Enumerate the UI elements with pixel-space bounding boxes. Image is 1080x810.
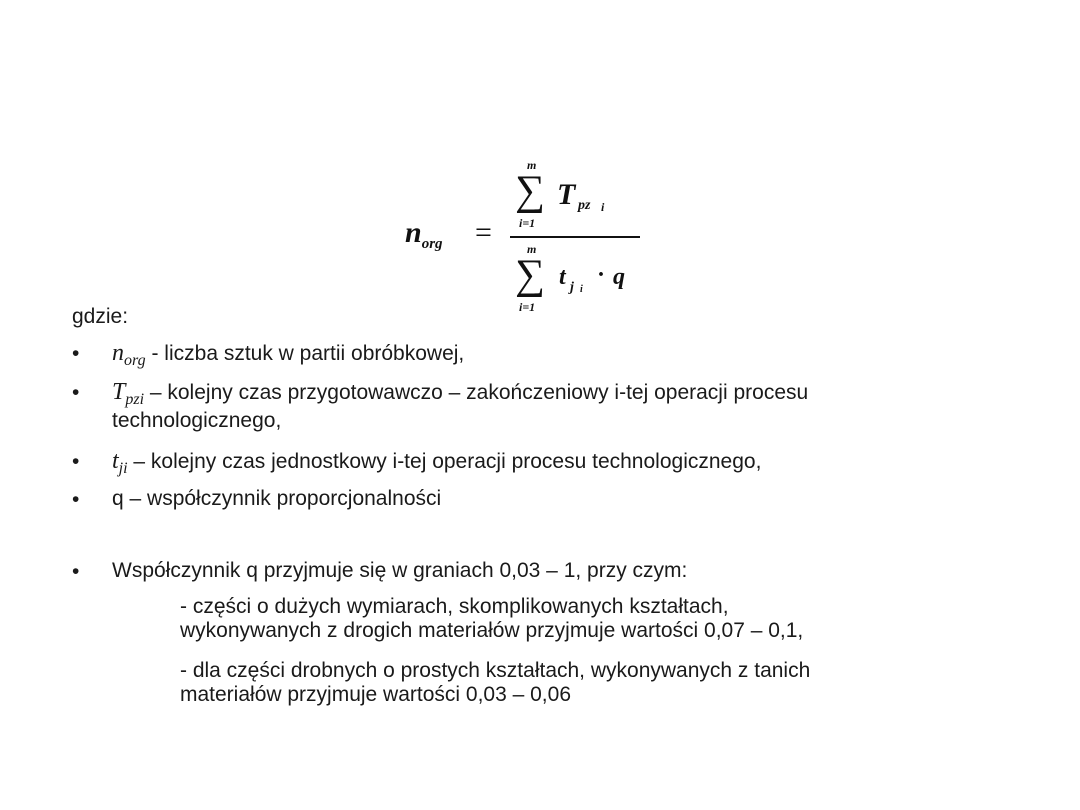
definition-item-continuation: technologicznego, <box>112 409 282 432</box>
definition-symbol: $n_{org}$ <box>112 340 146 369</box>
definition-item: q – współczynnik proporcjonalności <box>112 487 442 510</box>
note-text: Współczynnik q przyjmuje się w graniach 0,03 – 1, przy czym: <box>112 559 688 582</box>
denominator-sum-symbol: ∑ <box>515 252 545 298</box>
numerator-term: T <box>557 178 576 211</box>
bullet-marker: • <box>72 342 80 365</box>
definition-symbol: $t_{ji}$ <box>112 448 128 477</box>
bullet-marker: • <box>72 450 80 473</box>
formula-lhs: $n_{org}$ <box>405 216 443 252</box>
numerator-lower-limit: i=1 <box>519 216 536 230</box>
definition-item: $n_{org}$ - liczba sztuk w partii obróbkowej, <box>112 340 465 369</box>
definition-symbol: $T_{pzi}$ <box>112 379 145 408</box>
denominator-dot: · <box>597 262 606 288</box>
bullet-marker: • <box>72 381 80 404</box>
formula <box>405 158 645 323</box>
numerator-term-sub: pz <box>578 198 591 213</box>
formula-equals: = <box>475 216 492 249</box>
note-subitem-line: materiałów przyjmuje wartości 0,03 – 0,06 <box>180 683 572 706</box>
bullet-marker: • <box>72 560 80 583</box>
note-subitem-line: wykonywanych z drogich materiałów przyjmuje wartości 0,07 – 0,1, <box>180 619 804 642</box>
note-subitem-line: - części o dużych wymiarach, skomplikowanych kształtach, <box>180 595 729 618</box>
numerator-upper-limit: m <box>527 158 537 172</box>
denominator-term: t <box>559 264 566 290</box>
numerator-term-sub-index: i <box>601 200 605 214</box>
intro-label: gdzie: <box>72 305 129 328</box>
definition-item: $T_{pzi}$ – kolejny czas przygotowawczo – zakończeniowy i-tej operacji procesu <box>112 379 809 408</box>
denominator-lower-limit: i=1 <box>519 300 536 314</box>
fraction-bar <box>510 236 640 238</box>
definition-item: $t_{ji}$ – kolejny czas jednostkowy i-tej operacji procesu technologicznego, <box>112 448 762 477</box>
denominator-q: q <box>613 264 625 290</box>
denominator-term-sub-index: i <box>580 284 583 295</box>
note-subitem-line: - dla części drobnych o prostych kształtach, wykonywanych z tanich <box>180 659 811 682</box>
bullet-marker: • <box>72 488 80 511</box>
denominator-upper-limit: m <box>527 242 537 256</box>
numerator-sum-symbol: ∑ <box>515 168 545 214</box>
denominator-term-sub: j <box>570 280 574 295</box>
